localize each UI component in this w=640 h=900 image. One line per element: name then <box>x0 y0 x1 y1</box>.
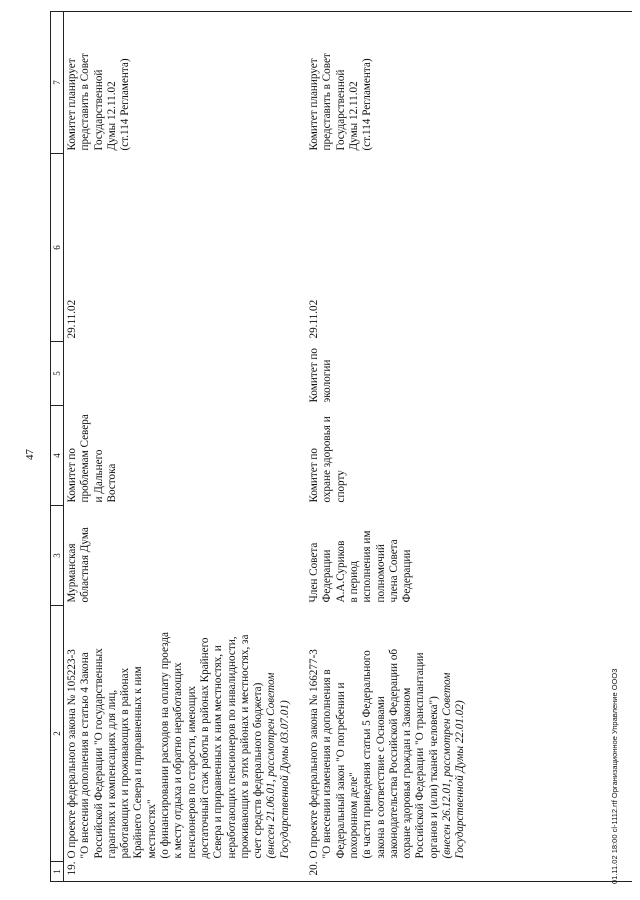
deadline-date <box>306 154 482 342</box>
co-committee <box>64 342 307 406</box>
responsible-committee-line: Востока <box>105 463 118 503</box>
responsible-committee-line: спорту <box>334 470 347 503</box>
description-line: проживающих в этих районах и местностях, за <box>238 634 251 859</box>
responsible-committee-line: Комитет по <box>66 448 78 503</box>
responsible-committee-line: охране здоровья и <box>321 416 334 503</box>
co-committee-line: Комитет по <box>308 348 321 403</box>
description-line: счет средств федерального бюджета) <box>252 682 265 859</box>
description-line: закона в соответствие с Основами <box>374 696 387 859</box>
responsible-committee-line: и Дальнего <box>92 449 105 503</box>
description-line: Федеральный закон "О погребении и <box>334 682 347 859</box>
initiator-line: исполнения им <box>361 530 374 603</box>
initiator-line: Мурманская <box>66 543 78 603</box>
deadline-date-line: 29.11.02 <box>308 299 321 339</box>
bill-description <box>306 606 482 862</box>
description-line: Российской Федерации "О трансплантации <box>414 652 427 859</box>
row-number: 19. <box>66 861 78 876</box>
column-number: 7 <box>51 12 64 154</box>
initiator <box>306 506 482 606</box>
status-note <box>64 12 307 154</box>
column-number: 1 <box>51 862 64 882</box>
description-line: неработающих пенсионеров по инвалидности, <box>225 636 238 859</box>
description-line: О проекте федерального закона № 105223-3 <box>66 649 78 859</box>
responsible-committee <box>64 406 307 506</box>
bills-table <box>50 11 482 882</box>
deadline-date <box>64 154 307 342</box>
status-note <box>306 12 482 154</box>
status-note-line: Государственной <box>92 69 105 151</box>
submission-note-line: (внесен 21.06.01, рассмотрен Советом <box>265 672 278 859</box>
submission-note-line: Государственной Думы 22.01.02) <box>454 700 467 859</box>
initiator-line: в период <box>347 560 360 603</box>
status-note-line: Комитет планирует <box>308 58 321 151</box>
responsible-committee-line: Комитет по <box>308 448 321 503</box>
column-number: 5 <box>51 342 64 406</box>
status-note-line: Комитет планирует <box>66 58 78 151</box>
document-footer: 01.11.02 18:00 cl-1112.rtf Организационное Управление ООО3 <box>610 668 619 884</box>
description-line: Крайнего Севера и приравненных к ним <box>132 666 145 859</box>
description-line: органов и (или) тканей человека") <box>427 696 440 859</box>
description-line: к месту отдыха и обратно неработающих <box>172 662 185 859</box>
column-number: 4 <box>51 406 64 506</box>
table-row <box>64 12 307 882</box>
description-line: "О внесении дополнения в статью 4 Закона <box>79 652 92 859</box>
responsible-committee <box>306 406 482 506</box>
submission-note-line: (внесен 26.12.01, рассмотрен Советом <box>441 672 454 859</box>
description-line: "О внесении изменения и дополнения в <box>321 669 334 859</box>
status-note-line: Думы 12.11.02 <box>105 81 118 151</box>
responsible-committee-line: проблемам Севера <box>79 414 92 503</box>
page-number: 47 <box>24 449 36 460</box>
description-line: (о финансировании расходов на оплату проезда <box>159 632 172 859</box>
status-note-line: Государственной <box>334 69 347 151</box>
bill-description <box>64 606 307 862</box>
description-line: работающих и проживающих в районах <box>119 667 132 859</box>
description-line: местностях" <box>145 799 158 859</box>
initiator-line: члена Совета <box>387 539 400 603</box>
status-note-line: представить в Совет <box>79 53 92 151</box>
description-line: достаточный стаж работы в районах Крайнего <box>198 637 211 859</box>
status-note-line: Думы 12.11.02 <box>347 81 360 151</box>
status-note-line: представить в Совет <box>321 53 334 151</box>
co-committee <box>306 342 482 406</box>
column-number: 2 <box>51 606 64 862</box>
description-line: законодательства Российской Федерации об <box>387 648 400 859</box>
description-line: Российской Федерации "О государственных <box>92 648 105 859</box>
description-line: Севера и приравненных к ним местностях, и <box>212 645 225 859</box>
co-committee-line: экологии <box>321 359 334 403</box>
initiator-line: Член Совета <box>308 542 321 603</box>
column-number: 6 <box>51 154 64 342</box>
initiator <box>64 506 307 606</box>
description-line: похоронном деле" <box>347 772 360 859</box>
description-line: охране здоровья граждан и Законом <box>401 687 414 859</box>
description-line: гарантиях и компенсациях для лиц, <box>105 689 118 859</box>
initiator-line: Федерации <box>401 549 414 603</box>
initiator-line: областная Дума <box>79 527 92 603</box>
description-line: О проекте федерального закона № 166277-3 <box>308 649 321 859</box>
description-line: пенсионеров по старости, имеющих <box>185 685 198 859</box>
initiator-line: полномочий <box>374 544 387 603</box>
deadline-date-line: 29.11.02 <box>66 299 78 339</box>
table-row <box>306 12 482 882</box>
submission-note-line: Государственной Думы 03.07.01) <box>278 700 291 859</box>
table-header-row <box>51 12 64 882</box>
initiator-line: Федерации <box>321 549 334 603</box>
column-number: 3 <box>51 506 64 606</box>
row-number: 20. <box>308 861 321 876</box>
description-line: (в части приведения статьи 5 Федерального <box>361 650 374 859</box>
initiator-line: А.А.Суриков <box>334 540 347 603</box>
status-note-line: (ст.114 Регламента) <box>361 58 374 151</box>
status-note-line: (ст.114 Регламента) <box>119 58 132 151</box>
